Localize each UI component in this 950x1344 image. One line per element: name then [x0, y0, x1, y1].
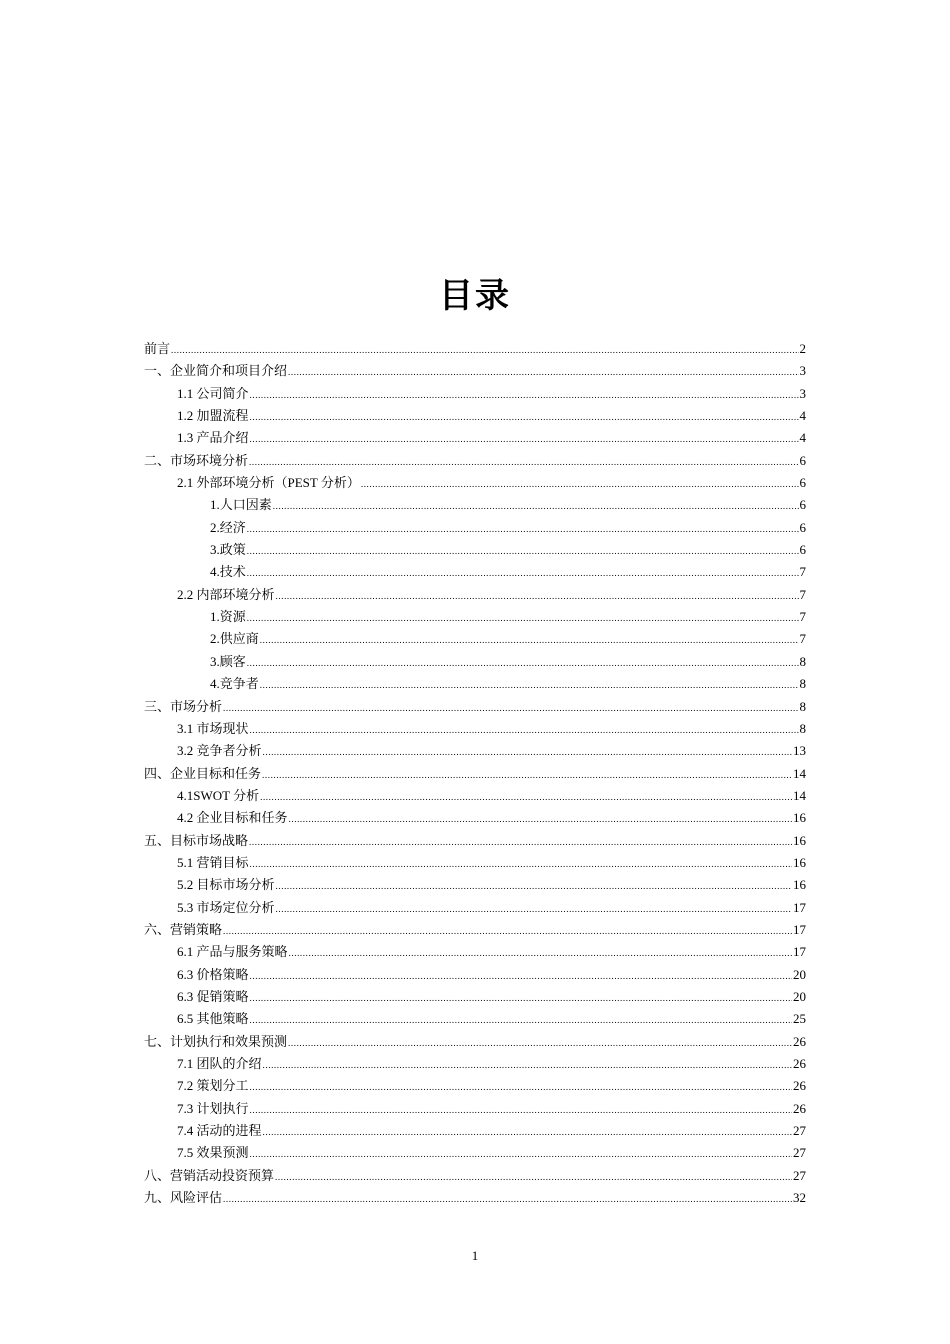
toc-entry[interactable] [144, 673, 806, 695]
toc-entry-page: 7 [799, 564, 806, 580]
toc-entry[interactable] [144, 763, 806, 785]
toc-entry-label: 八、营销活动投资预算 [144, 1167, 275, 1183]
dot-leader [249, 831, 792, 853]
toc-entry-page: 17 [793, 921, 806, 937]
dot-leader [263, 741, 792, 763]
dot-leader [275, 1166, 792, 1188]
dot-leader [250, 965, 792, 987]
dot-leader [223, 920, 792, 942]
toc-entry[interactable] [144, 360, 806, 382]
toc-entry-page: 6 [799, 452, 806, 468]
toc-entry[interactable] [144, 517, 806, 539]
toc-entry-label: 6.3 价格策略 [177, 966, 249, 982]
toc-entry[interactable] [144, 807, 806, 829]
toc-entry-page: 6 [799, 542, 806, 558]
toc-entry[interactable] [144, 964, 806, 986]
toc-entry-label: 三、市场分析 [144, 698, 223, 714]
toc-entry-page: 13 [793, 743, 806, 759]
toc-entry[interactable] [144, 941, 806, 963]
dot-leader [249, 451, 798, 473]
dot-leader [247, 607, 799, 629]
dot-leader [247, 562, 799, 584]
toc-entry[interactable] [144, 383, 806, 405]
toc-entry-label: 六、营销策略 [144, 921, 223, 937]
toc-entry-page: 16 [793, 832, 806, 848]
toc-entry-label: 5.1 营销目标 [177, 854, 249, 870]
toc-entry-page: 6 [799, 519, 806, 535]
toc-entry[interactable] [144, 852, 806, 874]
toc-entry[interactable] [144, 1165, 806, 1187]
dot-leader [288, 361, 798, 383]
toc-entry-label: 1.3 产品介绍 [177, 430, 249, 446]
toc-entry[interactable] [144, 874, 806, 896]
toc-entry-label: 2.1 外部环境分析（PEST 分析） [177, 475, 360, 491]
toc-entry-label: 3.政策 [210, 542, 246, 558]
toc-entry-page: 32 [793, 1190, 806, 1206]
toc-entry[interactable] [144, 1098, 806, 1120]
toc-entry[interactable] [144, 494, 806, 516]
dot-leader [276, 585, 799, 607]
toc-entry[interactable] [144, 740, 806, 762]
toc-entry-page: 7 [799, 609, 806, 625]
toc-entry-page: 8 [799, 720, 806, 736]
dot-leader [260, 674, 799, 696]
toc-entry-label: 4.1SWOT 分析 [177, 787, 260, 803]
toc-entry[interactable] [144, 450, 806, 472]
toc-entry[interactable] [144, 897, 806, 919]
dot-leader [250, 1099, 792, 1121]
toc-entry[interactable] [144, 405, 806, 427]
dot-leader [263, 1054, 792, 1076]
dot-leader [250, 987, 792, 1009]
dot-leader [250, 1143, 792, 1165]
dot-leader [250, 1076, 792, 1098]
toc-entry-page: 20 [793, 966, 806, 982]
toc-entry[interactable] [144, 561, 806, 583]
toc-entry-label: 7.3 计划执行 [177, 1100, 249, 1116]
toc-entry-label: 4.技术 [210, 564, 246, 580]
toc-entry[interactable] [144, 1053, 806, 1075]
toc-entry[interactable] [144, 1187, 806, 1209]
toc-entry[interactable] [144, 427, 806, 449]
dot-leader [260, 786, 792, 808]
toc-entry[interactable] [144, 919, 806, 941]
toc-entry[interactable] [144, 785, 806, 807]
toc-entry-page: 16 [793, 810, 806, 826]
toc-entry-label: 6.5 其他策略 [177, 1011, 249, 1027]
page-title: 目录 [439, 276, 511, 316]
dot-leader [250, 384, 799, 406]
toc-entry-label: 3.2 竞争者分析 [177, 743, 262, 759]
dot-leader [223, 1188, 792, 1210]
toc-entry-page: 27 [793, 1123, 806, 1139]
toc-entry-page: 14 [793, 787, 806, 803]
toc-entry-page: 3 [799, 385, 806, 401]
dot-leader [247, 652, 799, 674]
toc-entry-label: 九、风险评估 [144, 1190, 223, 1206]
toc-entry-label: 3.顾客 [210, 653, 246, 669]
toc-entry-label: 4.竞争者 [210, 676, 259, 692]
dot-leader [289, 942, 792, 964]
dot-leader [250, 1009, 792, 1031]
toc-entry-label: 5.3 市场定位分析 [177, 899, 275, 915]
toc-entry-label: 7.5 效果预测 [177, 1145, 249, 1161]
toc-entry-page: 17 [793, 899, 806, 915]
toc-entry-label: 五、目标市场战略 [144, 832, 249, 848]
dot-leader [223, 697, 798, 719]
toc-entry-label: 2.供应商 [210, 631, 259, 647]
toc-entry-label: 1.1 公司简介 [177, 385, 249, 401]
toc-entry[interactable] [144, 651, 806, 673]
dot-leader [250, 853, 792, 875]
toc-entry-page: 20 [793, 988, 806, 1004]
toc-entry-page: 7 [799, 586, 806, 602]
dot-leader [250, 719, 799, 741]
toc-entry-page: 4 [799, 408, 806, 424]
page-number: 1 [471, 1248, 479, 1263]
toc-entry-label: 1.2 加盟流程 [177, 408, 249, 424]
toc-entry-label: 七、计划执行和效果预测 [144, 1033, 288, 1049]
dot-leader [288, 1032, 792, 1054]
dot-leader [361, 473, 799, 495]
toc-entry-page: 8 [799, 653, 806, 669]
toc-entry[interactable] [144, 1008, 806, 1030]
toc-entry-label: 2.2 内部环境分析 [177, 586, 275, 602]
toc-entry[interactable] [144, 628, 806, 650]
toc-entry[interactable] [144, 606, 806, 628]
dot-leader [273, 495, 799, 517]
toc-entry-label: 2.经济 [210, 519, 246, 535]
toc-entry[interactable] [144, 584, 806, 606]
dot-leader [247, 518, 799, 540]
toc-entry-page: 17 [793, 944, 806, 960]
toc-entry-page: 3 [799, 363, 806, 379]
toc-entry-label: 一、企业简介和项目介绍 [144, 363, 288, 379]
toc-entry-label: 7.4 活动的进程 [177, 1123, 262, 1139]
toc-entry[interactable] [144, 986, 806, 1008]
toc-entry-page: 6 [799, 475, 806, 491]
toc-entry[interactable] [144, 338, 806, 360]
toc-entry-page: 16 [793, 854, 806, 870]
toc-entry-page: 26 [793, 1033, 806, 1049]
toc-entry-label: 3.1 市场现状 [177, 720, 249, 736]
toc-entry-label: 5.2 目标市场分析 [177, 877, 275, 893]
toc-entry-page: 16 [793, 877, 806, 893]
dot-leader [247, 540, 799, 562]
toc-entry-label: 二、市场环境分析 [144, 452, 249, 468]
dot-leader [263, 1121, 792, 1143]
toc-entry[interactable] [144, 1142, 806, 1164]
toc-entry[interactable] [144, 539, 806, 561]
toc-entry-label: 1.资源 [210, 609, 246, 625]
toc-entry-page: 26 [793, 1056, 806, 1071]
toc-entry-page: 8 [799, 676, 806, 692]
toc-entry-label: 7.1 团队的介绍 [177, 1056, 262, 1071]
toc-entry-page: 14 [793, 765, 806, 781]
dot-leader [262, 764, 792, 786]
toc-entry[interactable] [144, 718, 806, 740]
dot-leader [260, 629, 799, 651]
toc-entry[interactable] [144, 696, 806, 718]
toc-entry[interactable] [144, 1031, 806, 1053]
toc-entry-page: 4 [799, 430, 806, 446]
toc-entry[interactable] [144, 1075, 806, 1097]
toc-entry-page: 25 [793, 1011, 806, 1027]
toc-entry-page: 26 [793, 1078, 806, 1094]
toc-entry-page: 27 [793, 1145, 806, 1161]
toc-entry[interactable] [144, 1120, 806, 1142]
toc-entry-page: 8 [799, 698, 806, 714]
toc-entry-label: 6.3 促销策略 [177, 988, 249, 1004]
toc-entry-page: 27 [793, 1167, 806, 1183]
dot-leader [276, 875, 792, 897]
dot-leader [289, 808, 792, 830]
toc-entry-label: 4.2 企业目标和任务 [177, 810, 288, 826]
dot-leader [250, 406, 799, 428]
toc-entry-label: 前言 [144, 341, 171, 356]
toc-entry-label: 四、企业目标和任务 [144, 765, 262, 781]
toc-entry-label: 7.2 策划分工 [177, 1078, 249, 1094]
dot-leader [250, 428, 799, 450]
toc-entry[interactable] [144, 830, 806, 852]
toc-entry-page: 2 [799, 341, 806, 356]
dot-leader [171, 339, 798, 361]
toc-entry-page: 7 [799, 631, 806, 647]
toc-entry-page: 6 [799, 497, 806, 513]
toc-entry-page: 26 [793, 1100, 806, 1116]
dot-leader [276, 898, 792, 920]
table-of-contents [144, 338, 806, 1209]
toc-entry-label: 6.1 产品与服务策略 [177, 944, 288, 960]
toc-entry[interactable] [144, 472, 806, 494]
toc-entry-label: 1.人口因素 [210, 497, 272, 513]
